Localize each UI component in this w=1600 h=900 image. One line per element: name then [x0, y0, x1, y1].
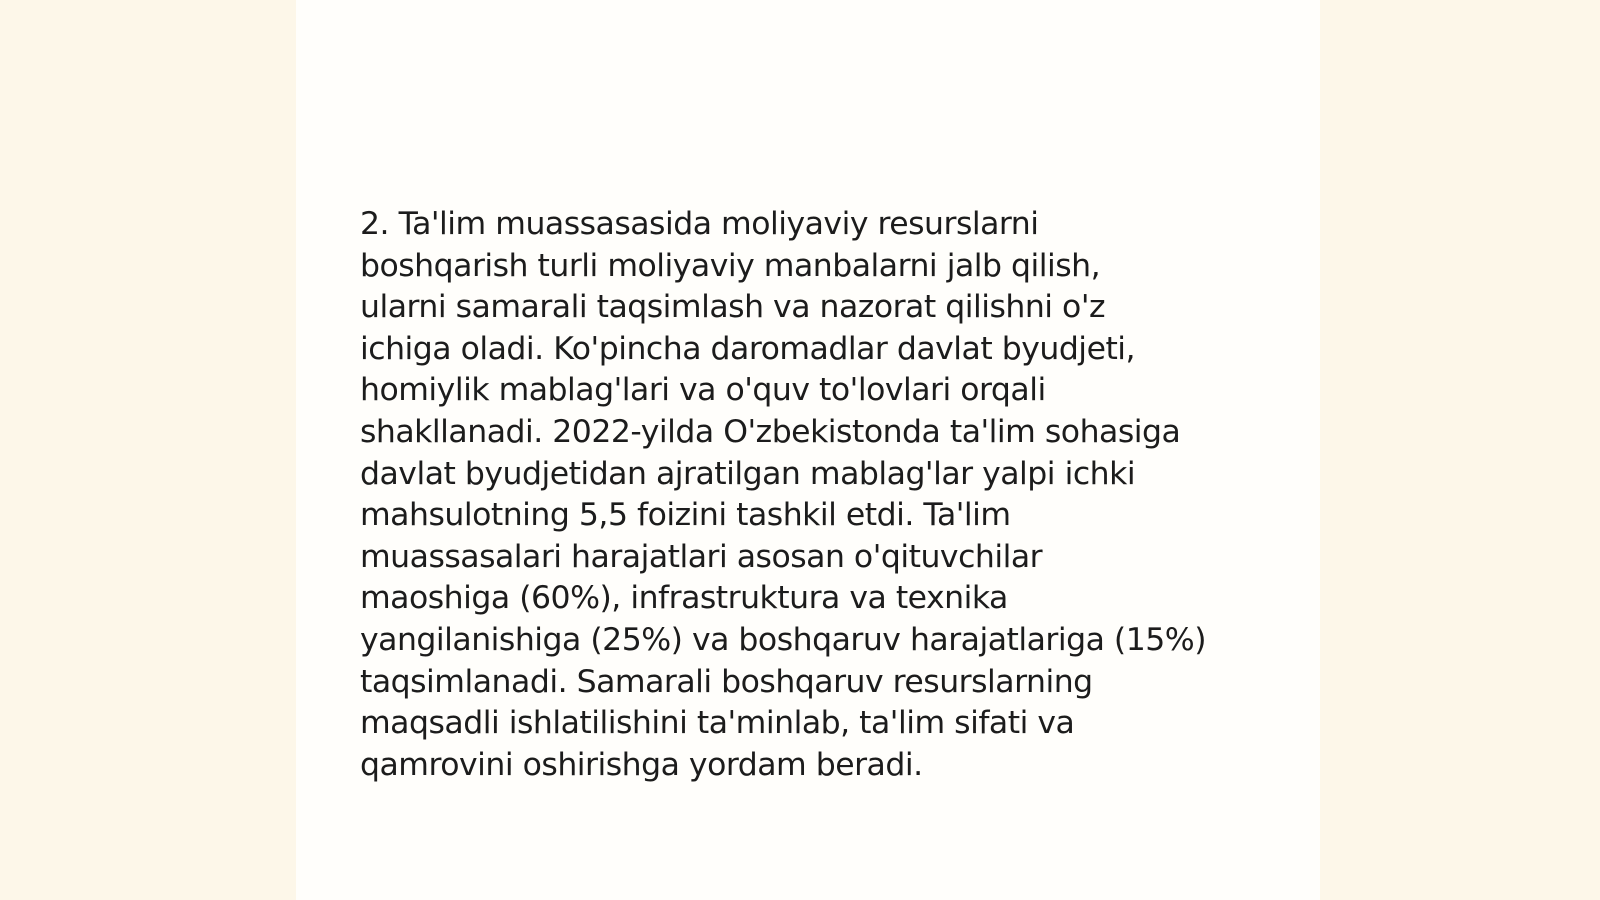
paragraph-line: qamrovini oshirishga yordam beradi.	[360, 746, 923, 783]
document-page	[296, 0, 1320, 900]
paragraph-line: ularni samarali taqsimlash va nazorat qilishni o'z	[360, 289, 1106, 326]
paragraph-line: yangilanishiga (25%) va boshqaruv harajatlariga (15%)	[360, 621, 1207, 658]
paragraph-line: mahsulotning 5,5 foizini tashkil etdi. Ta'lim	[360, 497, 1011, 534]
body-paragraph	[360, 204, 1260, 786]
paragraph-line: maqsadli ishlatilishini ta'minlab, ta'lim sifati va	[360, 705, 1075, 742]
paragraph-line: maoshiga (60%), infrastruktura va texnika	[360, 580, 1008, 617]
paragraph-line: 2. Ta'lim muassasasida moliyaviy resurslarni	[360, 206, 1039, 242]
paragraph-line: boshqarish turli moliyaviy manbalarni jalb qilish,	[360, 247, 1101, 284]
paragraph-line: davlat byudjetidan ajratilgan mablag'lar yalpi ichki	[360, 455, 1136, 492]
paragraph-line: taqsimlanadi. Samarali boshqaruv resurslarning	[360, 663, 1093, 700]
paragraph-line: muassasalari harajatlari asosan o'qituvchilar	[360, 538, 1043, 575]
paragraph-line: shakllanadi. 2022-yilda O'zbekistonda ta'lim sohasiga	[360, 413, 1181, 450]
paragraph-line: ichiga oladi. Ko'pincha daromadlar davlat byudjeti,	[360, 330, 1136, 367]
paragraph-line: homiylik mablag'lari va o'quv to'lovlari orqali	[360, 372, 1046, 409]
